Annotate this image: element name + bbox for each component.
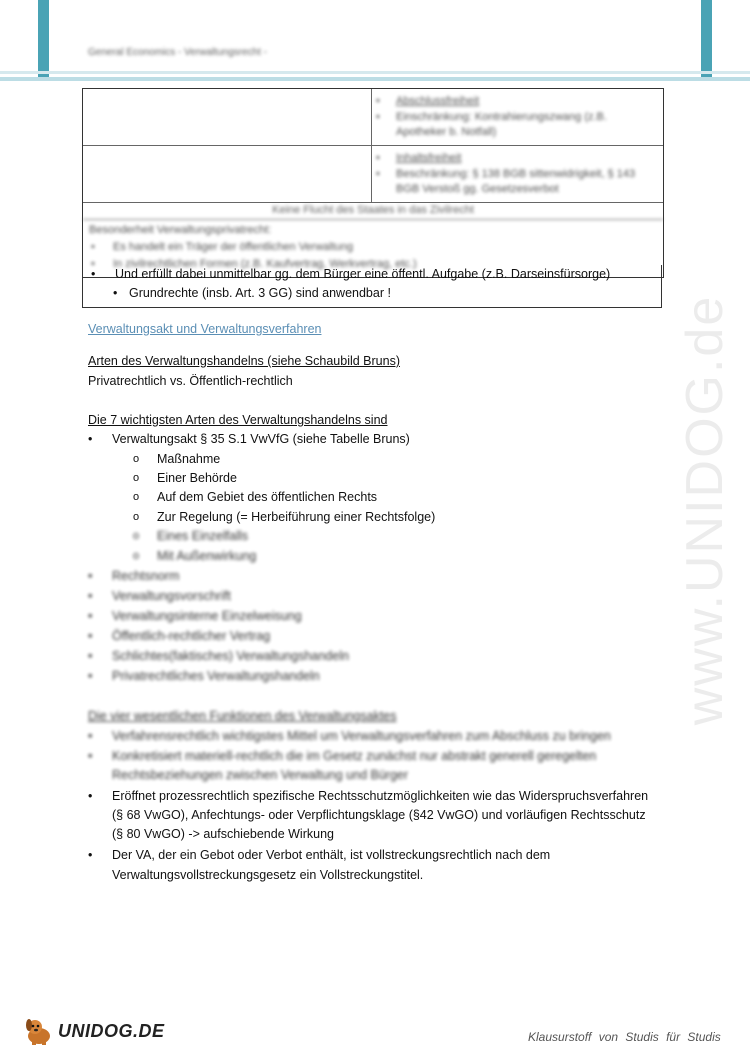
header-accent-left [38,0,49,80]
special-box: Besonderheit Verwaltungsprivatrecht: • Es handelt ein Träger der öffentlichen Verwaltung • In zivilrechtlichen Formen (z.B. Kaufvertrag, Werkvertrag, etc.) [83,220,663,277]
logo-text: UNIDOG.DE [58,1020,165,1041]
list-item: • Öffentlich-rechtlicher Vertrag [88,629,271,643]
dog-icon [22,1016,56,1046]
list-item: Es handelt ein Träger der öffentlichen Verwaltung [113,241,354,253]
watermark: www.UNIDOG.de [676,294,734,726]
table-row: • Inhaltsfreiheit • Beschränkung: § 138 BGB sittenwidrigkeit, § 143 BGB Verstoß gg. Gesetzesverbot [83,146,663,203]
table-cell-text: Einschränkung: Kontrahierungszwang (z.B. Apotheker b. Notfall) [396,111,607,138]
header-rule-2 [0,77,750,81]
list-item: o Einer Behörde [133,471,237,485]
footer-slogan: Klausurstoff von Studis für Studis [528,1030,721,1044]
list-item: • Verfahrensrechtlich wichtigstes Mittel um Verwaltungsverfahren zum Abschluss zu bringen [88,729,611,743]
list-item: o Eines Einzelfalls [133,529,249,543]
table-cell-text: Abschlussfreiheit [396,95,480,107]
list-item: • Konkretisiert materiell-rechtlich die im Gesetz zunächst nur abstrakt generell geregelten [88,749,597,763]
list-item: • Privatrechtliches Verwaltungshandeln [88,669,320,683]
list-item: • Der VA, der ein Gebot oder Verbot enthält, ist vollstreckungsrechtlich nach dem [88,848,551,862]
seven-title: Die 7 wichtigsten Arten des Verwaltungshandelns sind [88,413,388,427]
comparison-table [82,88,664,278]
list-item: o Auf dem Gebiet des öffentlichen Rechts [133,490,378,504]
functions-title: Die vier wesentlichen Funktionen des Verwaltungsaktes [88,709,397,723]
list-item: • Eröffnet prozessrechtlich spezifische Rechtsschutzmöglichkeiten wie das Widerspruchsverfahren [88,789,649,803]
box-title: Besonderheit Verwaltungsprivatrecht: [89,224,272,236]
footer-logo [22,1016,165,1046]
table-row: • Abschlussfreiheit • Einschränkung: Kontrahierungszwang (z.B. Apotheker b. Notfall) [83,89,663,146]
list-item: • Schlichtes(faktisches) Verwaltungshandeln [88,649,349,663]
header-rule [0,71,750,74]
table-cell-text: Beschränkung: § 138 BGB sittenwidrigkeit, § 143 BGB Verstoß gg. Gesetzesverbot [396,168,636,195]
list-item: • Verwaltungsinterne Einzelweisung [88,609,302,623]
list-item: o Mit Außenwirkung [133,549,257,563]
table-cell-text: Inhaltsfreiheit [396,152,462,164]
list-item: o Maßnahme [133,452,221,466]
special-box-clear: • Und erfüllt dabei unmittelbar gg. dem Bürger eine öffentl. Aufgabe (z.B. Darseinsfürsorge) • Grundrechte (insb. Art. 3 GG) sind anwendbar ! [82,265,662,308]
list-item: (§ 80 VwGO) -> aufschiebende Wirkung [112,827,334,841]
header-accent-right [701,0,712,80]
list-item: Und erfüllt dabei unmittelbar gg. dem Bürger eine öffentl. Aufgabe (z.B. Darseinsfürsorge) [115,267,611,281]
list-item: Grundrechte (insb. Art. 3 GG) sind anwendbar ! [129,286,391,300]
list-item: (§ 68 VwGO), Anfechtungs- oder Verpflichtungsklage (§42 VwGO) und vorläufigen Rechtsschutz [112,808,646,822]
list-item: o Zur Regelung (= Herbeiführung einer Rechtsfolge) [133,510,436,524]
list-item: • Rechtsnorm [88,569,180,583]
list-item: • Verwaltungsvorschrift [88,589,231,603]
list-item: • Verwaltungsakt § 35 S.1 VwVfG (siehe Tabelle Bruns) [88,432,410,446]
arten-title: Arten des Verwaltungshandelns (siehe Schaubild Bruns) [88,354,400,368]
table-center-note: Keine Flucht des Staates in das Zivilrecht [83,203,663,220]
list-item: In zivilrechtlichen Formen (z.B. Kaufvertrag, Werkvertrag, etc.) [113,258,417,270]
list-item: Verwaltungsvollstreckungsgesetz ein Vollstreckungstitel. [112,868,424,882]
arten-subtitle: Privatrechtlich vs. Öffentlich-rechtlich [88,374,293,388]
list-item: Rechtsbeziehungen zwischen Verwaltung und Bürger [112,768,409,782]
header-title: General Economics - Verwaltungsrecht - [88,47,267,58]
section-heading: Verwaltungsakt und Verwaltungsverfahren [88,322,322,336]
